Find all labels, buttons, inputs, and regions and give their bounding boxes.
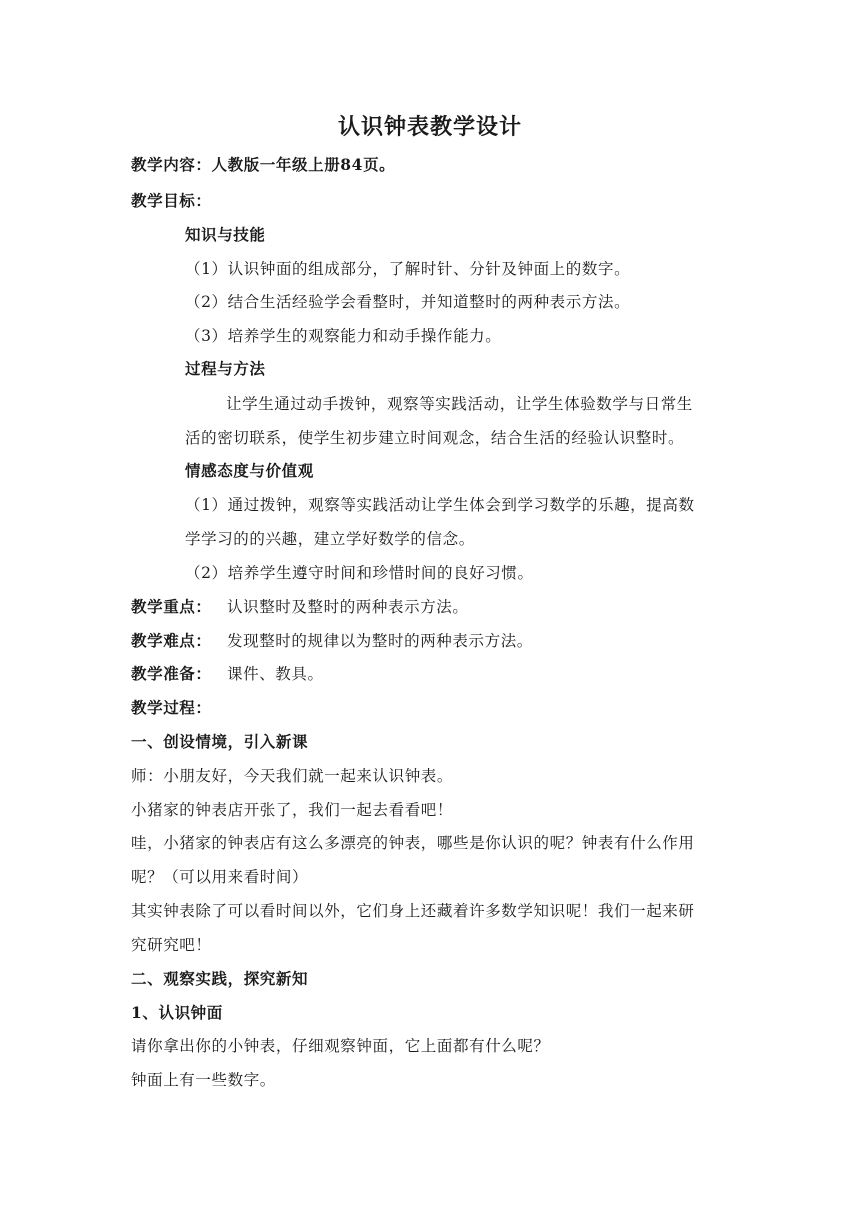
process-method-heading: 过程与方法 (185, 359, 266, 378)
process-paragraph-line: 活的密切联系，使学生初步建立时间观念，结合生活的经验认识整时。 (185, 429, 685, 447)
knowledge-item: （2）结合生活经验学会看整时，并知道整时的两种表示方法。 (185, 293, 631, 311)
emotion-item-line: 学学习的的兴趣，建立学好数学的信念。 (185, 530, 475, 548)
section1-heading: 一、创设情境，引入新课 (131, 732, 309, 751)
section2-subheading: 1、认识钟面 (131, 1003, 223, 1022)
difficulties-row (131, 630, 731, 652)
emotion-item-line: （2）培养学生遵守时间和珍惜时间的良好习惯。 (185, 564, 534, 582)
section1-line: 呢？（可以用来看时间） (131, 868, 309, 886)
difficulties-label: 教学难点： (131, 631, 212, 650)
preparation-value: 课件、教具。 (227, 665, 324, 683)
section2-line: 请你拿出你的小钟表，仔细观察钟面，它上面都有什么呢？ (131, 1037, 550, 1055)
preparation-label: 教学准备： (131, 664, 212, 683)
section1-line: 究研究吧！ (131, 936, 212, 954)
knowledge-item: （3）培养学生的观察能力和动手操作能力。 (185, 327, 502, 345)
key-points-label: 教学重点： (131, 597, 212, 616)
section2-line: 钟面上有一些数字。 (131, 1071, 276, 1089)
section1-line: 哇，小猪家的钟表店有这么多漂亮的钟表，哪些是你认识的呢？钟表有什么作用 (131, 834, 695, 852)
section1-line: 师：小朋友好，今天我们就一起来认识钟表。 (131, 767, 454, 785)
difficulties-value: 发现整时的规律以为整时的两种表示方法。 (227, 632, 533, 650)
document-title: 认识钟表教学设计 (337, 114, 522, 140)
emotion-values-heading: 情感态度与价值观 (185, 461, 314, 480)
key-points-row (131, 596, 731, 618)
process-paragraph-line: 让学生通过动手拨钟，观察等实践活动，让学生体验数学与日常生 (226, 395, 693, 413)
key-points-value: 认识整时及整时的两种表示方法。 (227, 598, 469, 616)
section1-line: 其实钟表除了可以看时间以外，它们身上还藏着许多数学知识呢！我们一起来研 (131, 902, 695, 920)
preparation-row (131, 663, 731, 685)
objectives-heading: 教学目标： (131, 191, 212, 210)
procedure-heading: 教学过程： (131, 698, 212, 717)
knowledge-skills-heading: 知识与技能 (185, 225, 266, 244)
section2-heading: 二、观察实践，探究新知 (131, 969, 309, 988)
knowledge-item: （1）认识钟面的组成部分，了解时针、分针及钟面上的数字。 (185, 260, 631, 278)
teaching-content-line: 教学内容：人教版一年级上册84页。 (131, 155, 396, 174)
emotion-item-line: （1）通过拨钟，观察等实践活动让学生体会到学习数学的乐趣，提高数 (185, 496, 695, 514)
section1-line: 小猪家的钟表店开张了，我们一起去看看吧！ (131, 801, 454, 819)
